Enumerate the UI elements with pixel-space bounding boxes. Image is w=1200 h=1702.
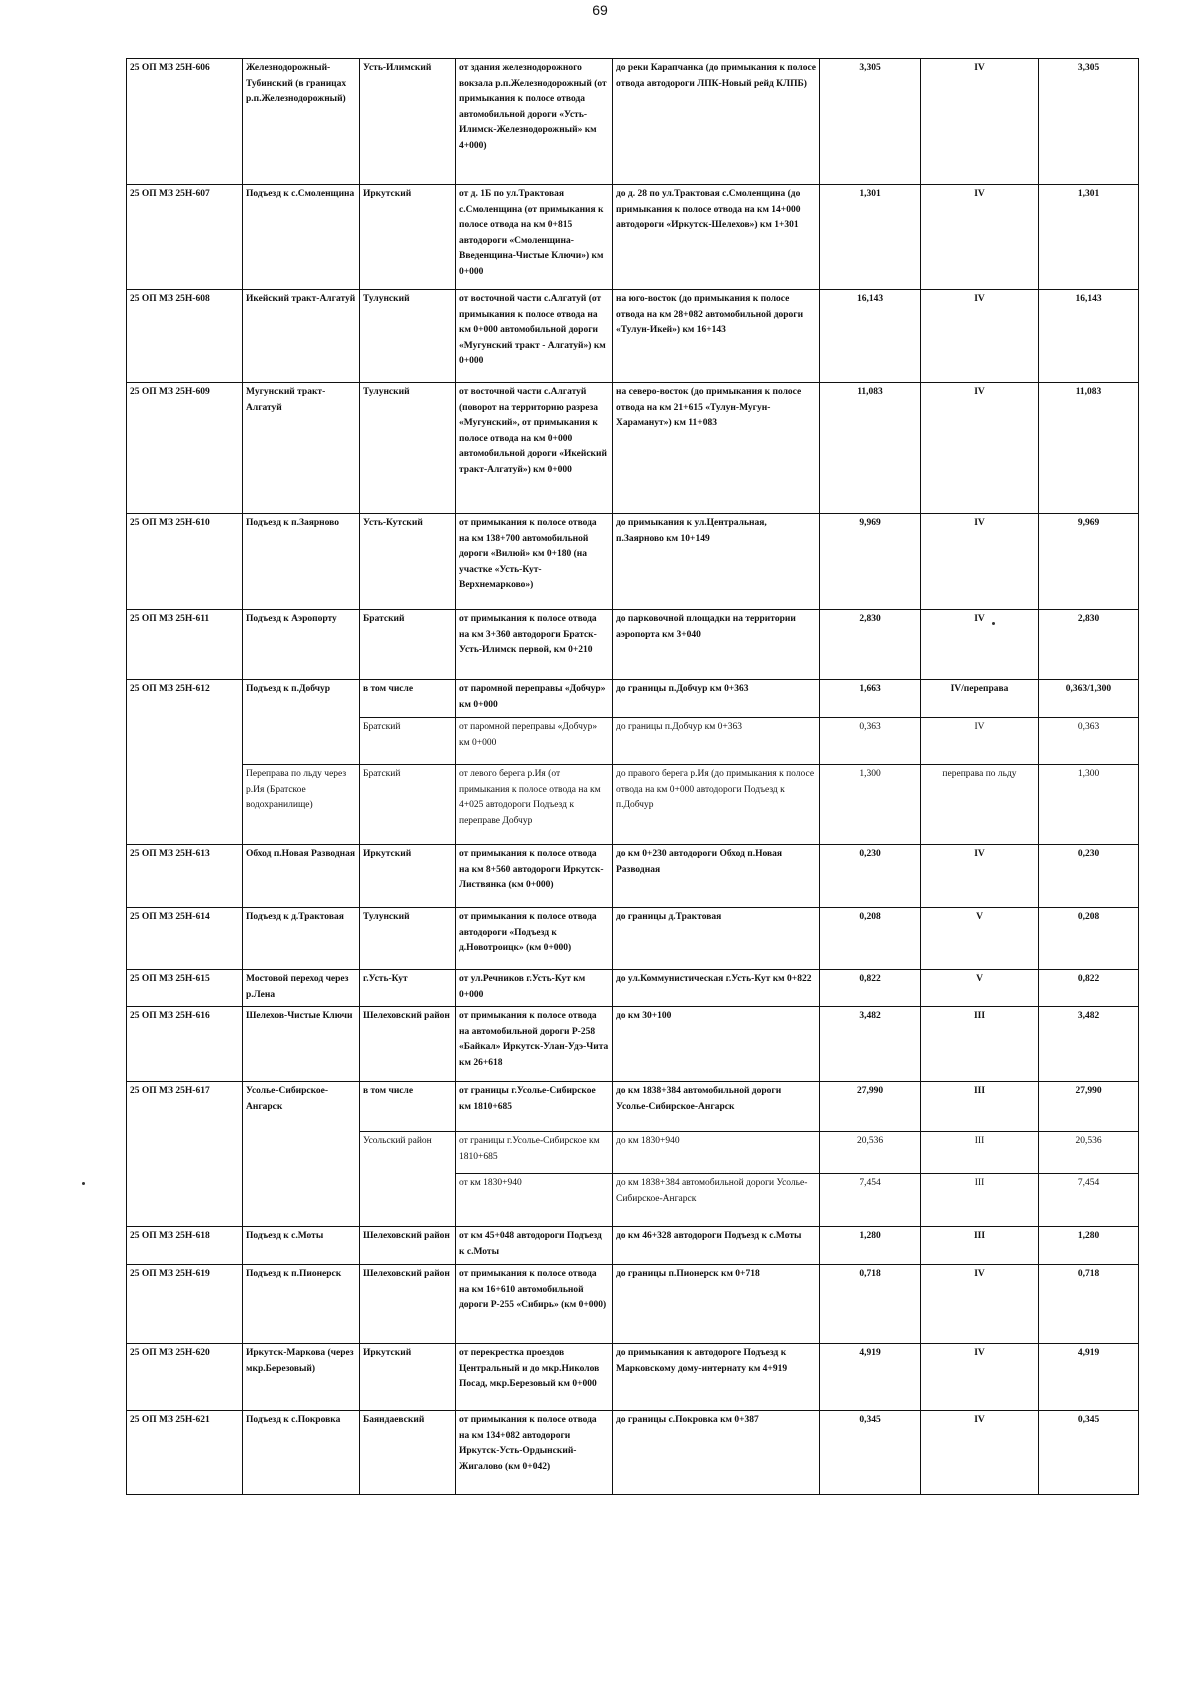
road-category: IV xyxy=(921,1411,1039,1495)
road-name: Мугунский тракт-Алгатуй xyxy=(243,383,360,514)
total-km: 1,300 xyxy=(1039,765,1139,845)
total-km: 7,454 xyxy=(1039,1174,1139,1227)
road-category: III xyxy=(921,1007,1039,1082)
road-category: IV/переправа xyxy=(921,680,1039,718)
segment-to: до парковочной площадки на территории аэропорта км 3+040 xyxy=(613,610,820,680)
length-km: 16,143 xyxy=(820,290,921,383)
road-category: IV xyxy=(921,610,1039,680)
segment-to: до км 1830+940 xyxy=(613,1132,820,1174)
district: Усть-Кутский xyxy=(360,514,456,610)
segment-from: от перекрестка проездов Центральный и до мкр.Николов Посад, мкр.Березовый км 0+000 xyxy=(456,1344,613,1411)
total-km: 3,305 xyxy=(1039,59,1139,185)
length-km: 27,990 xyxy=(820,1082,921,1132)
road-category: V xyxy=(921,970,1039,1007)
table-row xyxy=(127,59,1139,185)
district: Иркутский xyxy=(360,1344,456,1411)
length-km: 0,208 xyxy=(820,908,921,970)
segment-from: от примыкания к полосе отвода на км 138+700 автомобильной дороги «Вилюй» км 0+180 (на участке «Усть-Кут-Верхнемарково») xyxy=(456,514,613,610)
total-km: 0,363/1,300 xyxy=(1039,680,1139,718)
total-km: 0,363 xyxy=(1039,718,1139,765)
road-code: 25 ОП МЗ 25Н-607 xyxy=(127,185,243,290)
segment-from: от границы г.Усолье-Сибирское км 1810+685 xyxy=(456,1082,613,1132)
segment-to: на северо-восток (до примыкания к полосе отвода на км 21+615 «Тулун-Мугун-Хараманут») км 11+083 xyxy=(613,383,820,514)
segment-from: от здания железнодорожного вокзала р.п.Железнодорожный (от примыкания к полосе отвода автомобильной дороги «Усть-Илимск-Железнодорожный» км 4+000) xyxy=(456,59,613,185)
segment-to: до км 1838+384 автомобильной дороги Усолье-Сибирское-Ангарск xyxy=(613,1082,820,1132)
segment-from: от примыкания к полосе отвода на км 8+560 автодороги Иркутск-Листвянка (км 0+000) xyxy=(456,845,613,908)
road-category: V xyxy=(921,908,1039,970)
district: Тулунский xyxy=(360,383,456,514)
length-km: 2,830 xyxy=(820,610,921,680)
road-code: 25 ОП МЗ 25Н-615 xyxy=(127,970,243,1007)
road-name: Икейский тракт-Алгатуй xyxy=(243,290,360,383)
segment-from: от примыкания к полосе отвода на км 134+082 автодороги Иркутск-Усть-Ордынский-Жигалово (км 0+042) xyxy=(456,1411,613,1495)
total-km: 0,718 xyxy=(1039,1265,1139,1344)
segment-from: от примыкания к полосе отвода автодороги «Подъезд к д.Новотроицк» (км 0+000) xyxy=(456,908,613,970)
length-km: 11,083 xyxy=(820,383,921,514)
segment-from: от паромной переправы «Добчур» км 0+000 xyxy=(456,718,613,765)
road-code: 25 ОП МЗ 25Н-612 xyxy=(127,680,243,845)
road-code: 25 ОП МЗ 25Н-621 xyxy=(127,1411,243,1495)
total-km: 1,280 xyxy=(1039,1227,1139,1265)
road-name: Подъезд к с.Покровка xyxy=(243,1411,360,1495)
road-category: IV xyxy=(921,290,1039,383)
district: в том числе xyxy=(360,1082,456,1132)
length-km: 0,822 xyxy=(820,970,921,1007)
table-row xyxy=(127,680,1139,718)
road-code: 25 ОП МЗ 25Н-618 xyxy=(127,1227,243,1265)
road-code: 25 ОП МЗ 25Н-610 xyxy=(127,514,243,610)
road-category: IV xyxy=(921,1265,1039,1344)
segment-from: от паромной переправы «Добчур» км 0+000 xyxy=(456,680,613,718)
total-km: 4,919 xyxy=(1039,1344,1139,1411)
table-row xyxy=(127,1007,1139,1082)
road-name: Железнодорожный-Тубинский (в границах р.п.Железнодорожный) xyxy=(243,59,360,185)
total-km: 0,822 xyxy=(1039,970,1139,1007)
table-row xyxy=(127,1265,1139,1344)
length-km: 0,345 xyxy=(820,1411,921,1495)
length-km: 1,301 xyxy=(820,185,921,290)
district: Братский xyxy=(360,610,456,680)
road-name: Шелехов-Чистые Ключи xyxy=(243,1007,360,1082)
table-row xyxy=(127,185,1139,290)
road-code: 25 ОП МЗ 25Н-614 xyxy=(127,908,243,970)
table-row xyxy=(127,1411,1139,1495)
district: Иркутский xyxy=(360,845,456,908)
road-name: Подъезд к д.Трактовая xyxy=(243,908,360,970)
segment-to: до границы п.Добчур км 0+363 xyxy=(613,718,820,765)
length-km: 9,969 xyxy=(820,514,921,610)
road-category: IV xyxy=(921,383,1039,514)
table-row xyxy=(127,610,1139,680)
road-name: Подъезд к с.Смоленщина xyxy=(243,185,360,290)
length-km: 0,718 xyxy=(820,1265,921,1344)
road-category: IV xyxy=(921,185,1039,290)
table-row xyxy=(127,845,1139,908)
road-code: 25 ОП МЗ 25Н-608 xyxy=(127,290,243,383)
road-name: Усолье-Сибирское-Ангарск xyxy=(243,1082,360,1227)
segment-from: от ул.Речников г.Усть-Кут км 0+000 xyxy=(456,970,613,1007)
total-km: 0,208 xyxy=(1039,908,1139,970)
segment-to: на юго-восток (до примыкания к полосе отвода на км 28+082 автомобильной дороги «Тулун-Икей») км 16+143 xyxy=(613,290,820,383)
road-name: Мостовой переход через р.Лена xyxy=(243,970,360,1007)
road-category: III xyxy=(921,1082,1039,1132)
road-category: III xyxy=(921,1174,1039,1227)
road-code: 25 ОП МЗ 25Н-611 xyxy=(127,610,243,680)
district: в том числе xyxy=(360,680,456,718)
road-category: IV xyxy=(921,59,1039,185)
district: Тулунский xyxy=(360,290,456,383)
segment-to: до примыкания к автодороге Подъезд к Марковскому дому-интернату км 4+919 xyxy=(613,1344,820,1411)
page-number: 69 xyxy=(592,2,608,18)
segment-from: от км 45+048 автодороги Подъезд к с.Моты xyxy=(456,1227,613,1265)
table-row xyxy=(127,383,1139,514)
segment-to: до границы д.Трактовая xyxy=(613,908,820,970)
segment-from: от восточной части с.Алгатуй (от примыкания к полосе отвода на км 0+000 автомобильной дороги «Мугунский тракт - Алгатуй») км 0+000 xyxy=(456,290,613,383)
segment-to: до д. 28 по ул.Трактовая с.Смоленщина (до примыкания к полосе отвода на км 14+000 автодороги «Иркутск-Шелехов») км 1+301 xyxy=(613,185,820,290)
road-code: 25 ОП МЗ 25Н-606 xyxy=(127,59,243,185)
district: Иркутский xyxy=(360,185,456,290)
road-name: Подъезд к п.Заярново xyxy=(243,514,360,610)
total-km: 9,969 xyxy=(1039,514,1139,610)
segment-to: до правого берега р.Ия (до примыкания к полосе отвода на км 0+000 автодороги Подъезд к п.Добчур xyxy=(613,765,820,845)
road-code: 25 ОП МЗ 25Н-613 xyxy=(127,845,243,908)
district: Шелеховский район xyxy=(360,1007,456,1082)
segment-from: от восточной части с.Алгатуй (поворот на территорию разреза «Мугунский», от примыкания к полосе отвода на км 0+000 автомобильной дороги «Икейский тракт-Алгатуй») км 0+000 xyxy=(456,383,613,514)
road-name: Подъезд к с.Моты xyxy=(243,1227,360,1265)
segment-to: до км 46+328 автодороги Подъезд к с.Моты xyxy=(613,1227,820,1265)
table-row xyxy=(127,908,1139,970)
length-km: 1,663 xyxy=(820,680,921,718)
segment-to: до км 1838+384 автомобильной дороги Усолье-Сибирское-Ангарск xyxy=(613,1174,820,1227)
length-km: 3,482 xyxy=(820,1007,921,1082)
table-row xyxy=(127,290,1139,383)
segment-to: до примыкания к ул.Центральная, п.Заярново км 10+149 xyxy=(613,514,820,610)
segment-from: от примыкания к полосе отвода на км 3+360 автодороги Братск-Усть-Илимск первой, км 0+210 xyxy=(456,610,613,680)
road-code: 25 ОП МЗ 25Н-609 xyxy=(127,383,243,514)
road-name: Переправа по льду через р.Ия (Братское водохранилище) xyxy=(243,765,360,845)
road-category: III xyxy=(921,1227,1039,1265)
road-category: III xyxy=(921,1132,1039,1174)
table-row xyxy=(127,514,1139,610)
segment-from: от примыкания к полосе отвода на автомобильной дороги Р-258 «Байкал» Иркутск-Улан-Удэ-Чита км 26+618 xyxy=(456,1007,613,1082)
district: Усть-Илимский xyxy=(360,59,456,185)
segment-from: от д. 1Б по ул.Трактовая с.Смоленщина (от примыкания к полосе отвода на км 0+815 автодороги «Смоленщина-Введенщина-Чистые Ключи») км 0+000 xyxy=(456,185,613,290)
table-row xyxy=(127,1227,1139,1265)
road-category: IV xyxy=(921,845,1039,908)
segment-from: от км 1830+940 xyxy=(456,1174,613,1227)
scan-speck xyxy=(82,1182,85,1185)
road-name: Иркутск-Маркова (через мкр.Березовый) xyxy=(243,1344,360,1411)
district: Тулунский xyxy=(360,908,456,970)
segment-to: до реки Карапчанка (до примыкания к полосе отвода автодороги ЛПК-Новый рейд КЛПБ) xyxy=(613,59,820,185)
total-km: 20,536 xyxy=(1039,1132,1139,1174)
length-km: 4,919 xyxy=(820,1344,921,1411)
road-name: Обход п.Новая Разводная xyxy=(243,845,360,908)
total-km: 0,345 xyxy=(1039,1411,1139,1495)
road-register-table xyxy=(126,58,1139,1495)
district: Шелеховский район xyxy=(360,1265,456,1344)
segment-to: до км 0+230 автодороги Обход п.Новая Разводная xyxy=(613,845,820,908)
table-row xyxy=(127,765,1139,845)
total-km: 16,143 xyxy=(1039,290,1139,383)
table-row xyxy=(127,1082,1139,1132)
total-km: 2,830 xyxy=(1039,610,1139,680)
road-code: 25 ОП МЗ 25Н-616 xyxy=(127,1007,243,1082)
district: Шелеховский район xyxy=(360,1227,456,1265)
length-km: 7,454 xyxy=(820,1174,921,1227)
road-code: 25 ОП МЗ 25Н-619 xyxy=(127,1265,243,1344)
road-code: 25 ОП МЗ 25Н-617 xyxy=(127,1082,243,1227)
district: Баяндаевский xyxy=(360,1411,456,1495)
road-name: Подъезд к п.Пионерск xyxy=(243,1265,360,1344)
segment-from: от примыкания к полосе отвода на км 16+610 автомобильной дороги Р-255 «Сибирь» (км 0+000) xyxy=(456,1265,613,1344)
segment-from: от границы г.Усолье-Сибирское км 1810+685 xyxy=(456,1132,613,1174)
length-km: 3,305 xyxy=(820,59,921,185)
segment-to: до границы п.Добчур км 0+363 xyxy=(613,680,820,718)
district: Братский xyxy=(360,718,456,765)
length-km: 0,363 xyxy=(820,718,921,765)
road-category: IV xyxy=(921,718,1039,765)
table-row xyxy=(127,1344,1139,1411)
length-km: 20,536 xyxy=(820,1132,921,1174)
district: Братский xyxy=(360,765,456,845)
district: г.Усть-Кут xyxy=(360,970,456,1007)
road-category: IV xyxy=(921,1344,1039,1411)
scan-speck xyxy=(992,622,995,625)
total-km: 27,990 xyxy=(1039,1082,1139,1132)
total-km: 3,482 xyxy=(1039,1007,1139,1082)
road-category: переправа по льду xyxy=(921,765,1039,845)
total-km: 1,301 xyxy=(1039,185,1139,290)
segment-to: до ул.Коммунистическая г.Усть-Кут км 0+822 xyxy=(613,970,820,1007)
district: Усольский район xyxy=(360,1132,456,1227)
road-code: 25 ОП МЗ 25Н-620 xyxy=(127,1344,243,1411)
table-row xyxy=(127,970,1139,1007)
segment-from: от левого берега р.Ия (от примыкания к полосе отвода на км 4+025 автодороги Подъезд к переправе Добчур xyxy=(456,765,613,845)
road-category: IV xyxy=(921,514,1039,610)
segment-to: до границы с.Покровка км 0+387 xyxy=(613,1411,820,1495)
segment-to: до границы п.Пионерск км 0+718 xyxy=(613,1265,820,1344)
segment-to: до км 30+100 xyxy=(613,1007,820,1082)
road-name: Подъезд к п.Добчур xyxy=(243,680,360,765)
road-name: Подъезд к Аэропорту xyxy=(243,610,360,680)
length-km: 1,300 xyxy=(820,765,921,845)
length-km: 0,230 xyxy=(820,845,921,908)
length-km: 1,280 xyxy=(820,1227,921,1265)
total-km: 11,083 xyxy=(1039,383,1139,514)
total-km: 0,230 xyxy=(1039,845,1139,908)
